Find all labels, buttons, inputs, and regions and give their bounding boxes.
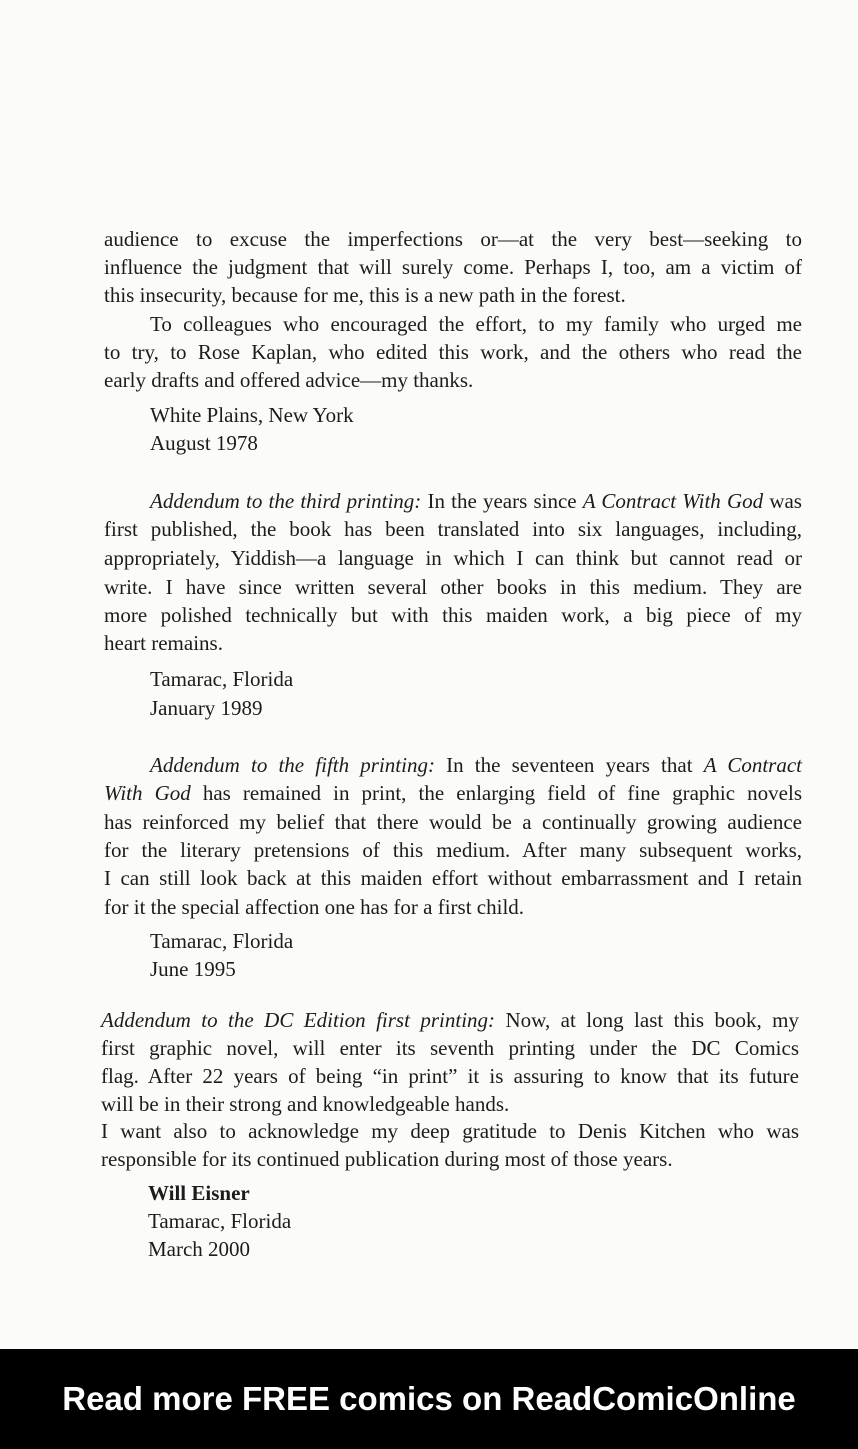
fifth-line-5: I can still look back at this maiden effort without embarrassment and I retain	[104, 866, 802, 890]
fifth-line-4: for the literary pretensions of this medium. After many subsequent works,	[104, 838, 802, 862]
third-line-1-a: In the years since	[421, 489, 583, 513]
fifth-line-1-rest: In the seventeen years that	[434, 753, 704, 777]
fifth-label: Addendum to the fifth printing:	[150, 753, 435, 777]
dc-place: Tamarac, Florida	[148, 1209, 292, 1233]
third-line-1-b: was	[763, 489, 802, 513]
third-line-4: write. I have since written several other books in this medium. They are	[104, 575, 802, 599]
thanks-line-2: to try, to Rose Kaplan, who edited this work, and the others who read the	[104, 340, 802, 364]
third-line-6: heart remains.	[104, 631, 223, 655]
dc-line-2: first graphic novel, will enter its seventh printing under the DC Comics	[101, 1036, 799, 1060]
dc-author: Will Eisner	[148, 1181, 250, 1205]
third-date: January 1989	[150, 696, 263, 720]
fifth-line-2	[104, 779, 802, 807]
third-line-1	[150, 487, 802, 515]
fifth-place: Tamarac, Florida	[150, 929, 294, 953]
preface-line-3: this insecurity, because for me, this is a new path in the forest.	[104, 283, 626, 307]
fifth-line-6: for it the special affection one has for a first child.	[104, 895, 525, 919]
dc-date: March 2000	[148, 1237, 251, 1261]
dc-line-4: will be in their strong and knowledgeable hands.	[101, 1092, 510, 1116]
third-label: Addendum to the third printing:	[150, 489, 422, 513]
fifth-title-part1: A Contract	[703, 753, 803, 777]
third-place: Tamarac, Florida	[150, 667, 294, 691]
third-line-3: appropriately, Yiddish—a language in which I can think but cannot read or	[104, 546, 802, 570]
dc-label: Addendum to the DC Edition first printing:	[101, 1008, 496, 1032]
fifth-line-3: has reinforced my belief that there would be a continually growing audience	[104, 810, 802, 834]
thanks-line-1: To colleagues who encouraged the effort, to my family who urged me	[150, 312, 802, 336]
dc-line-1-rest: Now, at long last this book, my	[495, 1008, 800, 1032]
fifth-line-1	[150, 751, 802, 779]
fifth-title-part2: With God	[104, 781, 191, 805]
fifth-date: June 1995	[150, 957, 236, 981]
fifth-line-2-rest: has remained in print, the enlarging field of fine graphic novels	[190, 781, 802, 805]
dc-line-5: I want also to acknowledge my deep gratitude to Denis Kitchen who was	[101, 1119, 799, 1143]
preface-line-2: influence the judgment that will surely come. Perhaps I, too, am a victim of	[104, 255, 802, 279]
thanks-line-3: early drafts and offered advice—my thanks.	[104, 368, 474, 392]
preface-date: August 1978	[150, 431, 258, 455]
third-line-5: more polished technically but with this maiden work, a big piece of my	[104, 603, 802, 627]
dc-line-1	[101, 1006, 799, 1034]
third-title: A Contract With God	[582, 489, 764, 513]
preface-place: White Plains, New York	[150, 403, 354, 427]
dc-line-3: flag. After 22 years of being “in print” it is assuring to know that its future	[101, 1064, 799, 1088]
third-line-2: first published, the book has been translated into six languages, including,	[104, 517, 802, 541]
preface-line-1: audience to excuse the imperfections or—at the very best—seeking to	[104, 227, 802, 251]
dc-line-6: responsible for its continued publication during most of those years.	[101, 1147, 673, 1171]
promo-banner-text[interactable]: Read more FREE comics on ReadComicOnline	[62, 1380, 796, 1417]
promo-banner[interactable]	[0, 1349, 858, 1449]
